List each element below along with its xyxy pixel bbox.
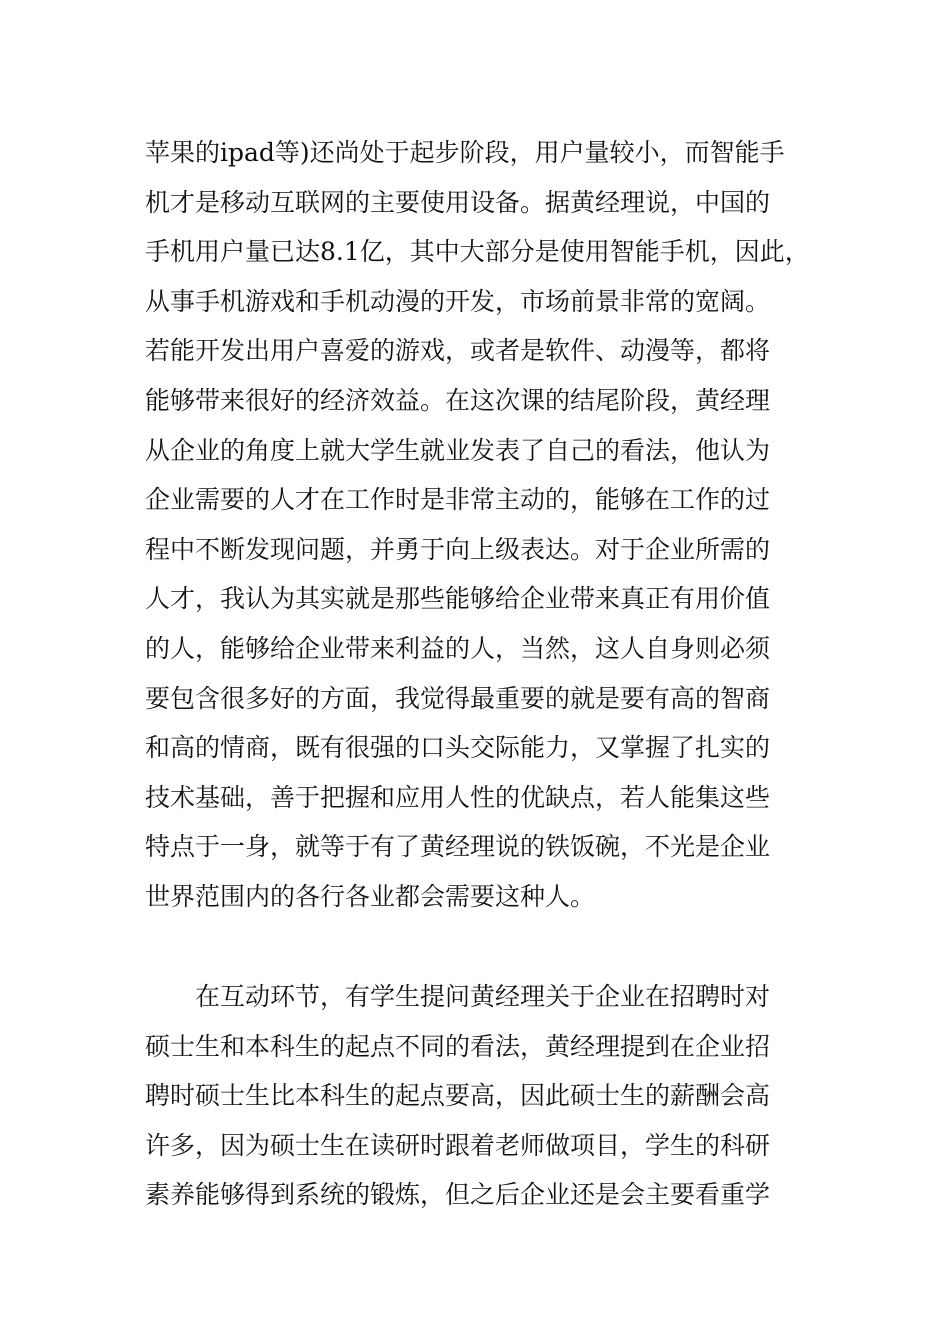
text-line: 的人，能够给企业带来利益的人，当然，这人自身则必须 [145, 633, 771, 663]
paragraph-2 [145, 972, 825, 1220]
text-line: 聘时硕士生比本科生的起点要高，因此硕士生的薪酬会高 [145, 1081, 771, 1111]
text-line: 能够带来很好的经济效益。在这次课的结尾阶段，黄经理 [145, 385, 771, 415]
text-line: 硕士生和本科生的起点不同的看法，黄经理提到在企业招 [145, 1031, 771, 1061]
text-line: 从企业的角度上就大学生就业发表了自己的看法，他认为 [145, 435, 771, 465]
paragraph-1 [145, 128, 825, 922]
text-line: 特点于一身，就等于有了黄经理说的铁饭碗，不光是企业 [145, 832, 771, 862]
text-line: 机才是移动互联网的主要使用设备。据黄经理说，中国的 [145, 187, 771, 217]
text-line: 素养能够得到系统的锻炼，但之后企业还是会主要看重学 [145, 1180, 771, 1210]
text-line: 和高的情商，既有很强的口头交际能力，又掌握了扎实的 [145, 733, 771, 763]
text-line: 要包含很多好的方面，我觉得最重要的就是要有高的智商 [145, 683, 771, 713]
text-line: 企业需要的人才在工作时是非常主动的，能够在工作的过 [145, 485, 771, 515]
text-line: 人才，我认为其实就是那些能够给企业带来真正有用价值 [145, 584, 771, 614]
text-line: 从事手机游戏和手机动漫的开发，市场前景非常的宽阔。 [145, 286, 771, 316]
text-line: 程中不断发现问题，并勇于向上级表达。对于企业所需的 [145, 534, 771, 564]
text-line: 许多，因为硕士生在读研时跟着老师做项目，学生的科研 [145, 1130, 771, 1160]
text-line: 技术基础，善于把握和应用人性的优缺点，若人能集这些 [145, 782, 771, 812]
text-line: 世界范围内的各行各业都会需要这种人。 [145, 881, 596, 911]
text-line: 在互动环节，有学生提问黄经理关于企业在招聘时对 [145, 982, 771, 1011]
text-line: 苹果的ipad等)还尚处于起步阶段，用户量较小，而智能手 [145, 138, 785, 167]
text-line: 若能开发出用户喜爱的游戏，或者是软件、动漫等，都将 [145, 336, 771, 366]
text-line: 手机用户量已达8.1亿，其中大部分是使用智能手机，因此， [145, 237, 810, 267]
